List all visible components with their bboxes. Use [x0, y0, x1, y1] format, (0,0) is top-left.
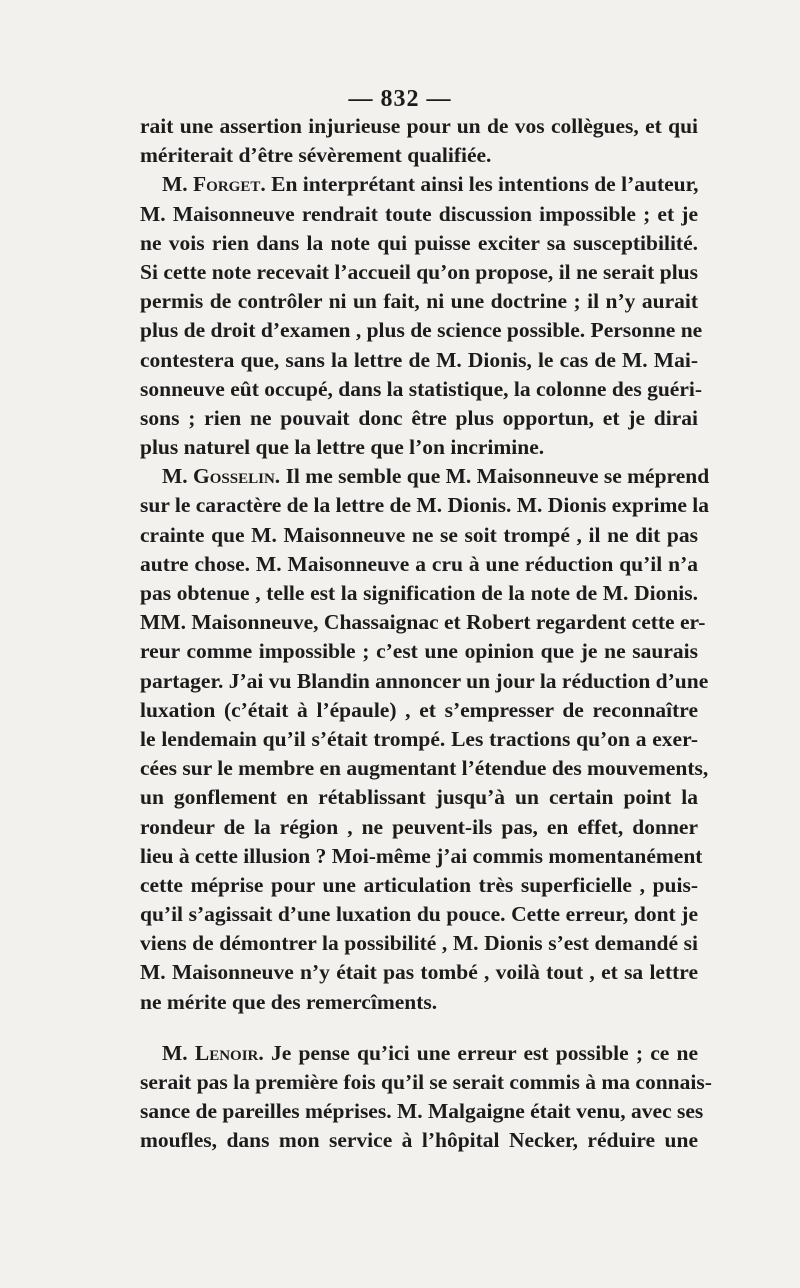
text-line: le lendemain qu’il s’était trompé. Les tractions qu’on a exer-: [140, 726, 698, 751]
text-line: plus naturel que la lettre que l’on incrimine.: [140, 435, 545, 460]
text-line: contestera que, sans la lettre de M. Dionis, le cas de M. Mai-: [140, 347, 698, 372]
text-line: plus de droit d’examen , plus de science possible. Personne ne: [140, 318, 703, 343]
text-line: sonneuve eût occupé, dans la statistique, la colonne des guéri-: [140, 376, 703, 401]
text-line: M. Gosselin. Il me semble que M. Maisonneuve se méprend: [162, 464, 710, 489]
text-line: sance de pareilles méprises. M. Malgaigne était venu, avec ses: [140, 1099, 704, 1124]
text-line: M. Maisonneuve rendrait toute discussion impossible ; et je: [140, 201, 698, 226]
text-line: ne vois rien dans la note qui puisse exciter sa susceptibilité.: [140, 230, 698, 255]
page-number: — 832 —: [348, 86, 452, 112]
text-line: rondeur de la région , ne peuvent-ils pas, en effet, donner: [140, 814, 698, 839]
text-line: autre chose. M. Maisonneuve a cru à une réduction qu’il n’a: [140, 551, 698, 576]
text-line: M. Lenoir. Je pense qu’ici une erreur est possible ; ce ne: [162, 1040, 699, 1065]
text-line: reur comme impossible ; c’est une opinion que je ne saurais: [140, 639, 698, 664]
speaker-name: M. Gosselin.: [162, 464, 281, 489]
text-line: qu’il s’agissait d’une luxation du pouce. Cette erreur, dont je: [140, 902, 698, 927]
text-line: serait pas la première fois qu’il se serait commis à ma connais-: [140, 1070, 712, 1094]
text-line: viens de démontrer la possibilité , M. Dionis s’est demandé si: [140, 931, 698, 956]
body-text: [140, 112, 712, 1156]
text-line: cette méprise pour une articulation très superficielle , puis-: [140, 872, 698, 897]
text-line: ne mérite que des remercîments.: [140, 989, 438, 1014]
text-line: MM. Maisonneuve, Chassaignac et Robert regardent cette er-: [140, 610, 706, 635]
text-line: pas obtenue , telle est la signification de la note de M. Dionis.: [140, 581, 698, 605]
text-line: M. Forget. En interprétant ainsi les intentions de l’auteur,: [162, 172, 699, 197]
text-line: partager. J’ai vu Blandin annoncer un jour la réduction d’une: [140, 668, 709, 693]
speaker-name: M. Lenoir.: [162, 1040, 264, 1065]
text-line: luxation (c’était à l’épaule) , et s’empresser de reconnaître: [140, 697, 698, 722]
text-line: rait une assertion injurieuse pour un de vos collègues, et qui: [140, 114, 698, 138]
text-line: sur le caractère de la lettre de M. Dionis. M. Dionis exprime la: [140, 493, 710, 518]
text-line: crainte que M. Maisonneuve ne se soit trompé , il ne dit pas: [140, 522, 698, 547]
text-line: cées sur le membre en augmentant l’étendue des mouvements,: [140, 756, 709, 781]
text-line: M. Maisonneuve n’y était pas tombé , voilà tout , et sa lettre: [140, 960, 698, 985]
text-line: moufles, dans mon service à l’hôpital Necker, réduire une: [140, 1128, 698, 1153]
paragraph-gap: [140, 1017, 698, 1039]
text-line: sons ; rien ne pouvait donc être plus opportun, et je dirai: [140, 405, 698, 430]
text-line: Si cette note recevait l’accueil qu’on propose, il ne serait plus: [140, 259, 698, 284]
text-line: un gonflement en rétablissant jusqu’à un certain point la: [140, 785, 698, 810]
speaker-name: M. Forget.: [162, 172, 266, 197]
text-line: mériterait d’être sévèrement qualifiée.: [140, 143, 492, 168]
text-line: permis de contrôler ni un fait, ni une doctrine ; il n’y aurait: [140, 289, 698, 314]
text-line: lieu à cette illusion ? Moi-même j’ai commis momentanément: [140, 843, 703, 868]
